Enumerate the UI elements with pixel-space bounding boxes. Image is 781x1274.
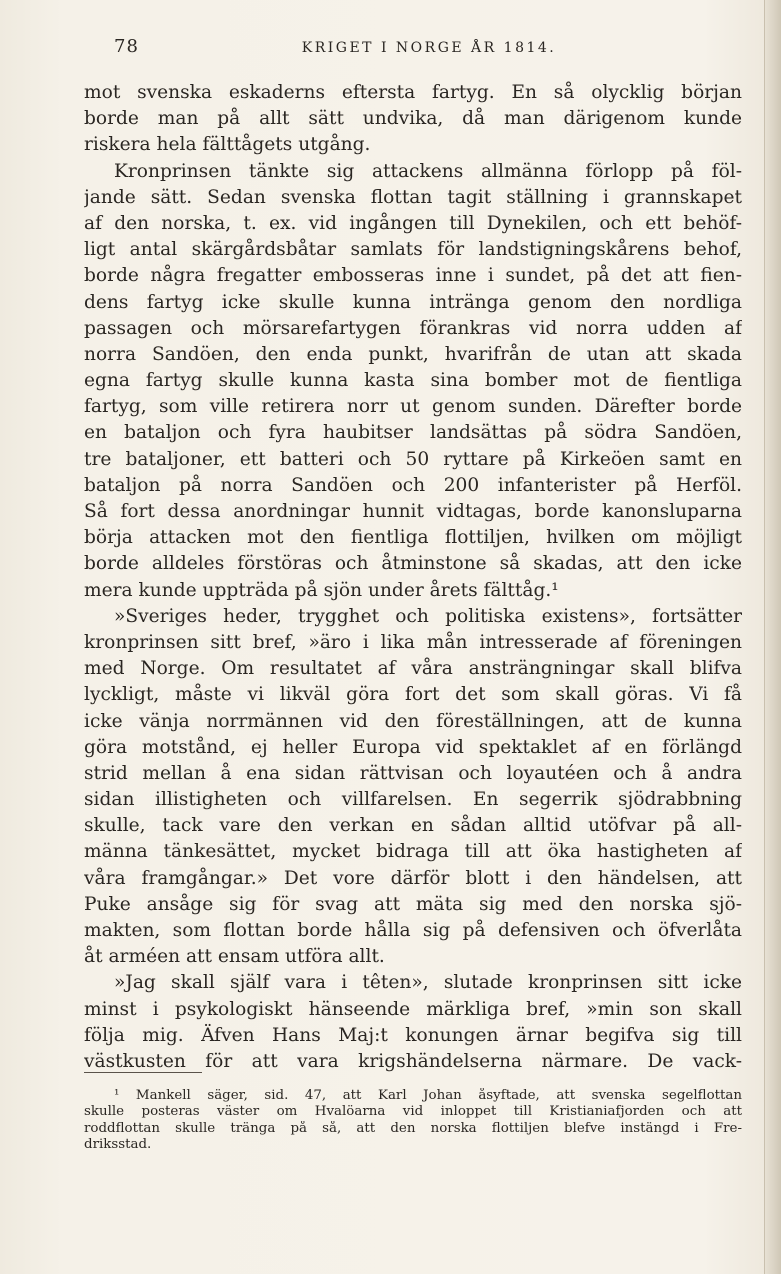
text-line: skulle posteras väster om Hvalöarna vid inloppet till Kristianiafjorden och att bbox=[84, 1104, 742, 1120]
text-line: åt arméen att ensam utföra allt. bbox=[84, 946, 385, 968]
text-line: »Jag skall själf vara i têten», slutade kronprinsen sitt icke bbox=[114, 972, 742, 994]
text-line: sidan illistigheten och villfarelsen. En segerrik sjödrabbning bbox=[84, 789, 742, 811]
text-line: icke vänja norrmännen vid den föreställningen, att de kunna bbox=[84, 710, 742, 732]
text-line: af den norska, t. ex. vid ingången till Dynekilen, och ett behöf- bbox=[84, 212, 742, 234]
text-line: minst i psykologiskt hänseende märkliga bref, »min son skall bbox=[84, 998, 742, 1020]
text-line: Puke ansåge sig för svag att mäta sig med den norska sjö- bbox=[84, 893, 742, 915]
footnotes bbox=[84, 1088, 742, 1154]
body-text bbox=[84, 80, 742, 1075]
text-line: Så fort dessa anordningar hunnit vidtagas, borde kanonsluparna bbox=[84, 501, 742, 522]
text-line: norra Sandöen, den enda punkt, hvarifrån de utan att skada bbox=[84, 343, 742, 365]
page-edge bbox=[764, 0, 781, 1274]
text-line: ¹ Mankell säger, sid. 47, att Karl Johan åsyftade, att svenska segelflottan bbox=[114, 1088, 742, 1103]
text-line: borde alldeles förstöras och åtminstone så skadas, att den icke bbox=[84, 553, 742, 575]
text-line: följa mig. Äfven Hans Maj:t konungen ärnar begifva sig till bbox=[84, 1024, 742, 1046]
text-line: börja attacken mot den fientliga flottiljen, hvilken om möjligt bbox=[84, 527, 742, 549]
text-line: Kronprinsen tänkte sig attackens allmänna förlopp på föl- bbox=[114, 160, 742, 182]
text-line: passagen och mörsarefartygen förankras vid norra udden af bbox=[84, 317, 742, 339]
text-line: egna fartyg skulle kunna kasta sina bomber mot de fientliga bbox=[84, 370, 742, 392]
text-line: riskera hela fälttågets utgång. bbox=[84, 134, 371, 156]
text-line: fartyg, som ville retirera norr ut genom sunden. Därefter borde bbox=[84, 396, 742, 418]
text-line: kronprinsen sitt bref, »äro i lika mån intresserade af föreningen bbox=[84, 631, 742, 653]
text-line: strid mellan å ena sidan rättvisan och loyautéen och å andra bbox=[84, 762, 742, 784]
text-line: mera kunde uppträda på sjön under årets fälttåg.¹ bbox=[84, 579, 559, 601]
text-line: ligt antal skärgårdsbåtar samlats för landstigningskårens behof, bbox=[84, 239, 742, 261]
page-header bbox=[84, 36, 744, 60]
footnote-divider bbox=[84, 1072, 202, 1073]
text-line: »Sveriges heder, trygghet och politiska existens», fortsätter bbox=[114, 605, 742, 627]
text-line: borde man på allt sätt undvika, då man därigenom kunde bbox=[84, 108, 742, 130]
text-line: göra motstånd, ej heller Europa vid spektaklet af en förlängd bbox=[84, 736, 742, 758]
page-number: 78 bbox=[114, 36, 139, 57]
text-line: tre bataljoner, ett batteri och 50 ryttare på Kirkeöen samt en bbox=[84, 448, 742, 470]
text-line: lyckligt, måste vi likväl göra fort det som skall göras. Vi få bbox=[84, 684, 742, 706]
text-line: med Norge. Om resultatet af våra ansträngningar skall blifva bbox=[84, 658, 742, 680]
text-line: en bataljon och fyra haubitser landsättas på södra Sandöen, bbox=[84, 422, 742, 444]
text-line: jande sätt. Sedan svenska flottan tagit ställning i grannskapet bbox=[84, 186, 742, 208]
text-line: männa tänkesättet, mycket bidraga till att öka hastigheten af bbox=[84, 841, 742, 863]
text-line: roddflottan skulle tränga på så, att den norska flottiljen blefve instängd i Fre- bbox=[84, 1120, 742, 1136]
text-line: mot svenska eskaderns eftersta fartyg. En så olycklig början bbox=[84, 82, 742, 103]
text-line: skulle, tack vare den verkan en sådan alltid utöfvar på all- bbox=[84, 815, 742, 837]
running-title: KRIGET I NORGE ÅR 1814. bbox=[301, 40, 557, 56]
text-line: driksstad. bbox=[84, 1137, 152, 1153]
text-line: borde några fregatter embosseras inne i sundet, på det att fien- bbox=[84, 265, 742, 287]
text-line: dens fartyg icke skulle kunna intränga genom den nordliga bbox=[84, 291, 742, 313]
text-line: våra framgångar.» Det vore därför blott i den händelsen, att bbox=[84, 867, 742, 889]
text-line: bataljon på norra Sandöen och 200 infanterister på Herföl. bbox=[84, 474, 742, 496]
text-line: makten, som flottan borde hålla sig på defensiven och öfverlåta bbox=[84, 920, 742, 941]
text-line: västkusten för att vara krigshändelserna närmare. De vack- bbox=[84, 1050, 742, 1072]
